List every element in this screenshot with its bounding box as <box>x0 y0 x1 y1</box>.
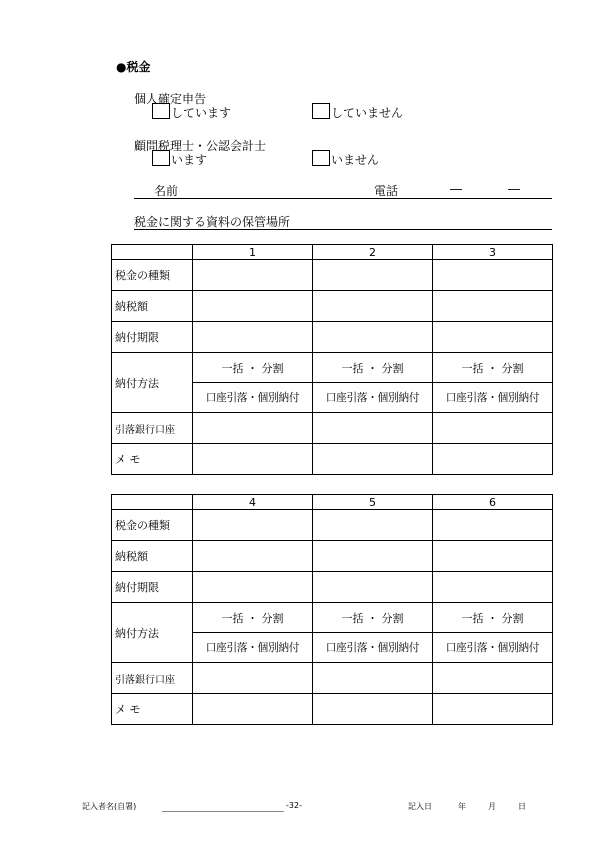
cell-deadline-2[interactable] <box>313 322 433 353</box>
cell-bank-4[interactable] <box>193 663 313 694</box>
cell-tax-type-3[interactable] <box>433 260 553 291</box>
method-bank-2[interactable]: 口座引落・個別納付 <box>313 383 433 413</box>
phone-dash-2: ― <box>508 182 520 196</box>
tax-table-2 <box>111 494 553 725</box>
cell-deadline-4[interactable] <box>193 572 313 603</box>
cell-memo-5[interactable] <box>313 694 433 725</box>
cell-amount-2[interactable] <box>313 291 433 322</box>
footer-year-label: 年 <box>458 802 466 811</box>
cell-memo-6[interactable] <box>433 694 553 725</box>
row-label-memo: メ モ <box>112 444 193 475</box>
contact-line[interactable] <box>134 182 552 199</box>
table-header-1: 1 <box>193 245 313 260</box>
method-split-6[interactable]: 一括 ・ 分割 <box>433 603 553 633</box>
cell-amount-6[interactable] <box>433 541 553 572</box>
cell-bank-3[interactable] <box>433 413 553 444</box>
cell-deadline-6[interactable] <box>433 572 553 603</box>
cell-bank-2[interactable] <box>313 413 433 444</box>
method-bank-5[interactable]: 口座引落・個別納付 <box>313 633 433 663</box>
row-label-memo: メ モ <box>112 694 193 725</box>
question-label-tax-accountant: 顧問税理士・公認会計士 <box>134 139 267 153</box>
footer-writer-label: 記入者名(自署) <box>82 802 137 811</box>
cell-memo-1[interactable] <box>193 444 313 475</box>
checkbox-accountant-no[interactable] <box>312 150 330 166</box>
question-label-tax-return: 個人確定申告 <box>134 92 207 106</box>
method-split-3[interactable]: 一括 ・ 分割 <box>433 353 553 383</box>
cell-bank-6[interactable] <box>433 663 553 694</box>
option-tax-return-no: していません <box>331 106 404 120</box>
method-split-2[interactable]: 一括 ・ 分割 <box>313 353 433 383</box>
table-header-blank <box>112 245 193 260</box>
cell-deadline-5[interactable] <box>313 572 433 603</box>
footer-date-label: 記入日 <box>408 802 432 811</box>
cell-tax-type-5[interactable] <box>313 510 433 541</box>
row-label-amount: 納税額 <box>112 541 193 572</box>
tax-table-1 <box>111 244 553 475</box>
cell-memo-2[interactable] <box>313 444 433 475</box>
cell-amount-3[interactable] <box>433 291 553 322</box>
table-header-4: 4 <box>193 495 313 510</box>
cell-tax-type-2[interactable] <box>313 260 433 291</box>
cell-amount-1[interactable] <box>193 291 313 322</box>
footer-writer-line[interactable] <box>162 801 284 812</box>
footer-page-number: -32- <box>286 801 302 810</box>
row-label-bank: 引落銀行口座 <box>112 663 193 694</box>
method-split-4[interactable]: 一括 ・ 分割 <box>193 603 313 633</box>
row-label-tax-type: 税金の種類 <box>112 260 193 291</box>
cell-tax-type-4[interactable] <box>193 510 313 541</box>
table-header-2: 2 <box>313 245 433 260</box>
cell-bank-1[interactable] <box>193 413 313 444</box>
method-bank-3[interactable]: 口座引落・個別納付 <box>433 383 553 413</box>
cell-amount-4[interactable] <box>193 541 313 572</box>
table-header-5: 5 <box>313 495 433 510</box>
row-label-deadline: 納付期限 <box>112 322 193 353</box>
row-label-method: 納付方法 <box>112 603 193 663</box>
cell-deadline-3[interactable] <box>433 322 553 353</box>
cell-bank-5[interactable] <box>313 663 433 694</box>
method-bank-4[interactable]: 口座引落・個別納付 <box>193 633 313 663</box>
phone-label: 電話 <box>374 184 399 198</box>
row-label-bank: 引落銀行口座 <box>112 413 193 444</box>
cell-memo-3[interactable] <box>433 444 553 475</box>
cell-tax-type-6[interactable] <box>433 510 553 541</box>
row-label-amount: 納税額 <box>112 291 193 322</box>
section-title: ●税金 <box>116 60 151 74</box>
phone-dash-1: ― <box>450 182 462 196</box>
checkbox-accountant-yes[interactable] <box>152 150 170 166</box>
cell-amount-5[interactable] <box>313 541 433 572</box>
cell-tax-type-1[interactable] <box>193 260 313 291</box>
cell-memo-4[interactable] <box>193 694 313 725</box>
checkbox-tax-return-yes[interactable] <box>152 103 170 119</box>
row-label-tax-type: 税金の種類 <box>112 510 193 541</box>
table-header-6: 6 <box>433 495 553 510</box>
table-header-3: 3 <box>433 245 553 260</box>
method-bank-1[interactable]: 口座引落・個別納付 <box>193 383 313 413</box>
storage-label: 税金に関する資料の保管場所 <box>134 215 291 229</box>
option-accountant-yes: います <box>171 153 208 167</box>
method-bank-6[interactable]: 口座引落・個別納付 <box>433 633 553 663</box>
cell-deadline-1[interactable] <box>193 322 313 353</box>
footer-day-label: 日 <box>518 802 526 811</box>
table-header-blank <box>112 495 193 510</box>
row-label-method: 納付方法 <box>112 353 193 413</box>
option-tax-return-yes: しています <box>171 106 232 120</box>
option-accountant-no: いません <box>331 153 380 167</box>
name-label: 名前 <box>154 184 179 198</box>
row-label-deadline: 納付期限 <box>112 572 193 603</box>
method-split-5[interactable]: 一括 ・ 分割 <box>313 603 433 633</box>
footer-month-label: 月 <box>488 802 496 811</box>
method-split-1[interactable]: 一括 ・ 分割 <box>193 353 313 383</box>
checkbox-tax-return-no[interactable] <box>312 103 330 119</box>
